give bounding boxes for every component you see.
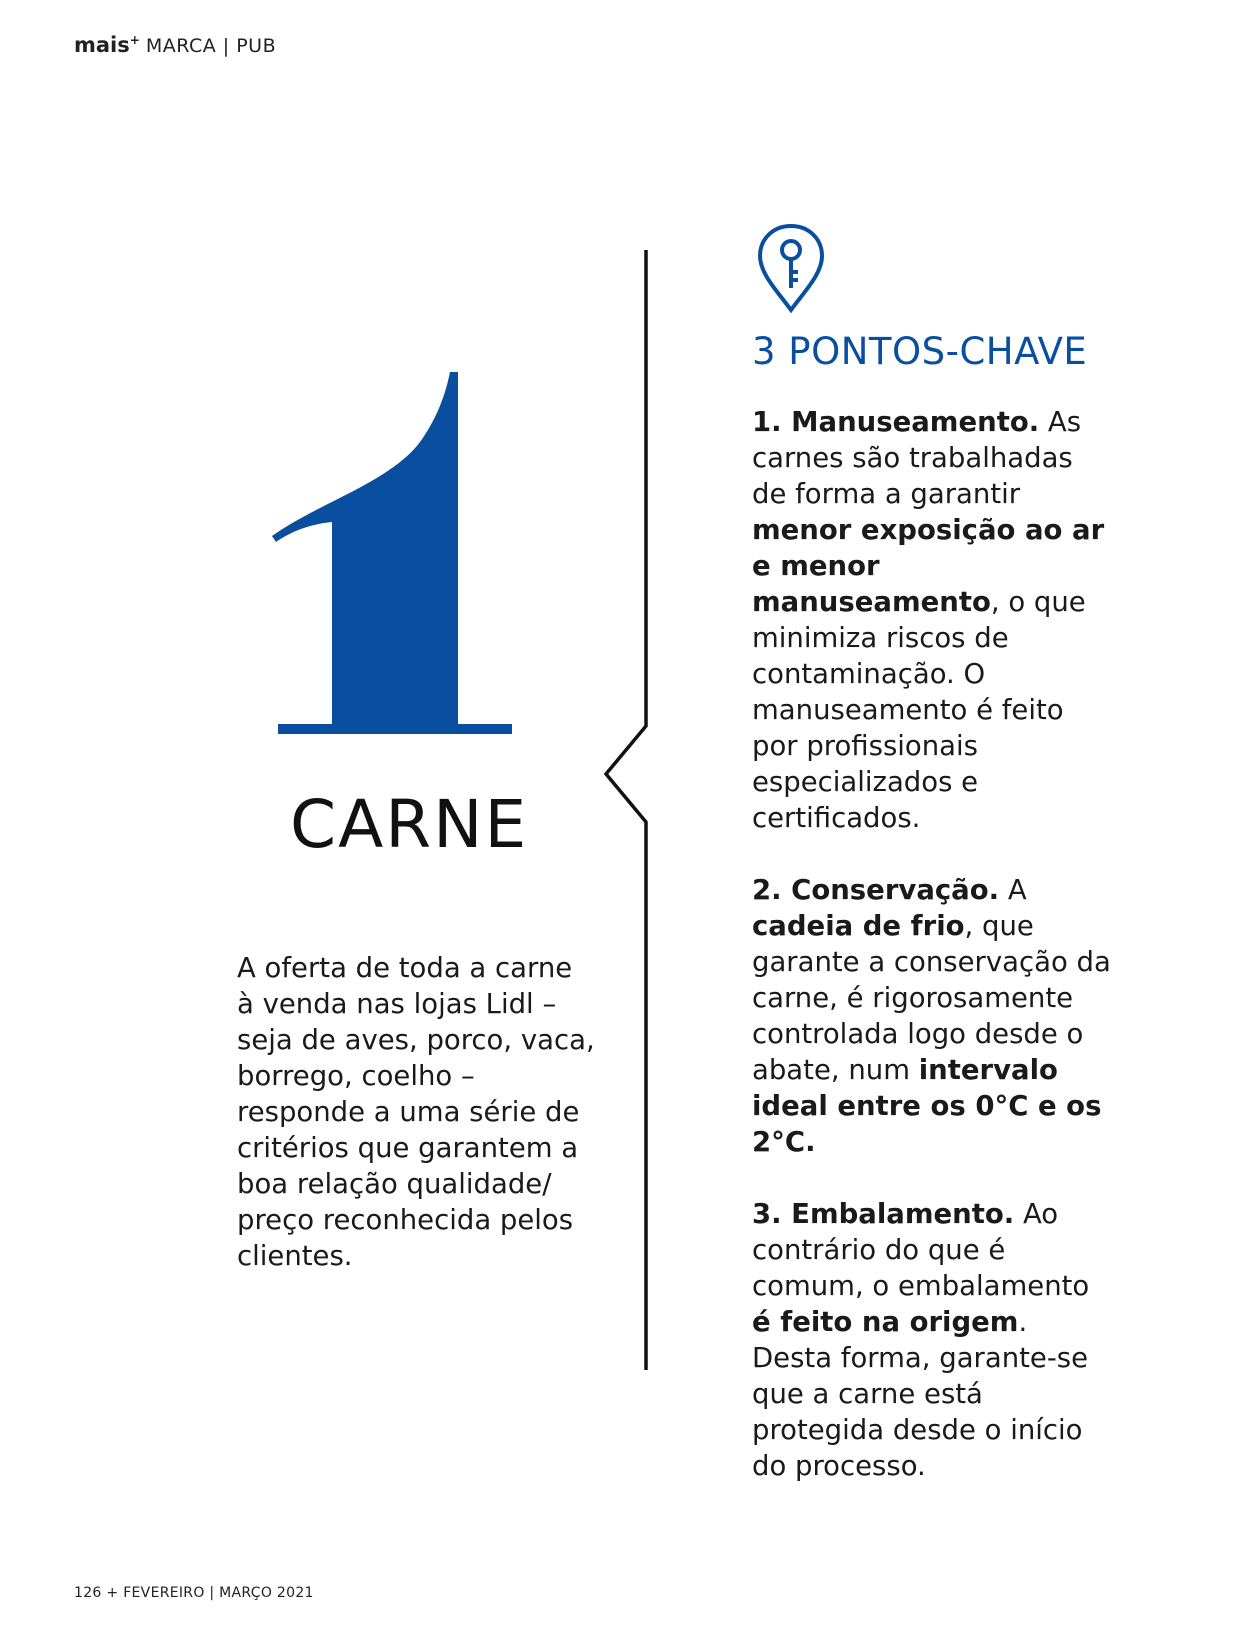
page-number: 126 — [74, 1585, 102, 1601]
key-location-pin-icon — [756, 222, 826, 314]
divider-line — [590, 250, 650, 1370]
category-title: CARNE — [290, 786, 529, 863]
key-point-handling: 1. Manuseamento. As carnes são trabalhadas de forma a garantir menor exposição ao ar e menor manuseamento, o que minimiza riscos de contaminação. O manuseamento é feito por profissionais especializados e certificados. — [752, 406, 1105, 834]
key-point-conservation: 2. Conservação. A cadeia de frio, que garante a conservação da carne, é rigorosamente controlada logo desde o abate, num intervalo ideal entre os 0°C e os 2°C. — [752, 874, 1111, 1158]
key-points-list — [752, 404, 1112, 1520]
big-number-one — [270, 372, 540, 772]
key-point-packaging: 3. Embalamento. Ao contrário do que é comum, o embalamento é feito na origem. Desta forma, garante-se que a carne está protegida desde o início do processo. — [752, 1198, 1090, 1482]
page-header — [74, 33, 276, 57]
section-label: MARCA | PUB — [145, 35, 277, 57]
key-points-heading: 3 PONTOS-CHAVE — [752, 330, 1088, 373]
brand-logo: mais+ — [74, 33, 140, 57]
page-footer — [74, 1585, 314, 1601]
issue-label: FEVEREIRO | MARÇO 2021 — [123, 1585, 314, 1601]
intro-paragraph: A oferta de toda a carne à venda nas lojas Lidl – seja de aves, porco, vaca, borrego, coelho – responde a uma série de critérios que garantem a boa relação qualidade/ preço reconhecida pelos clientes. — [237, 952, 595, 1272]
footer-separator: + — [106, 1585, 119, 1601]
